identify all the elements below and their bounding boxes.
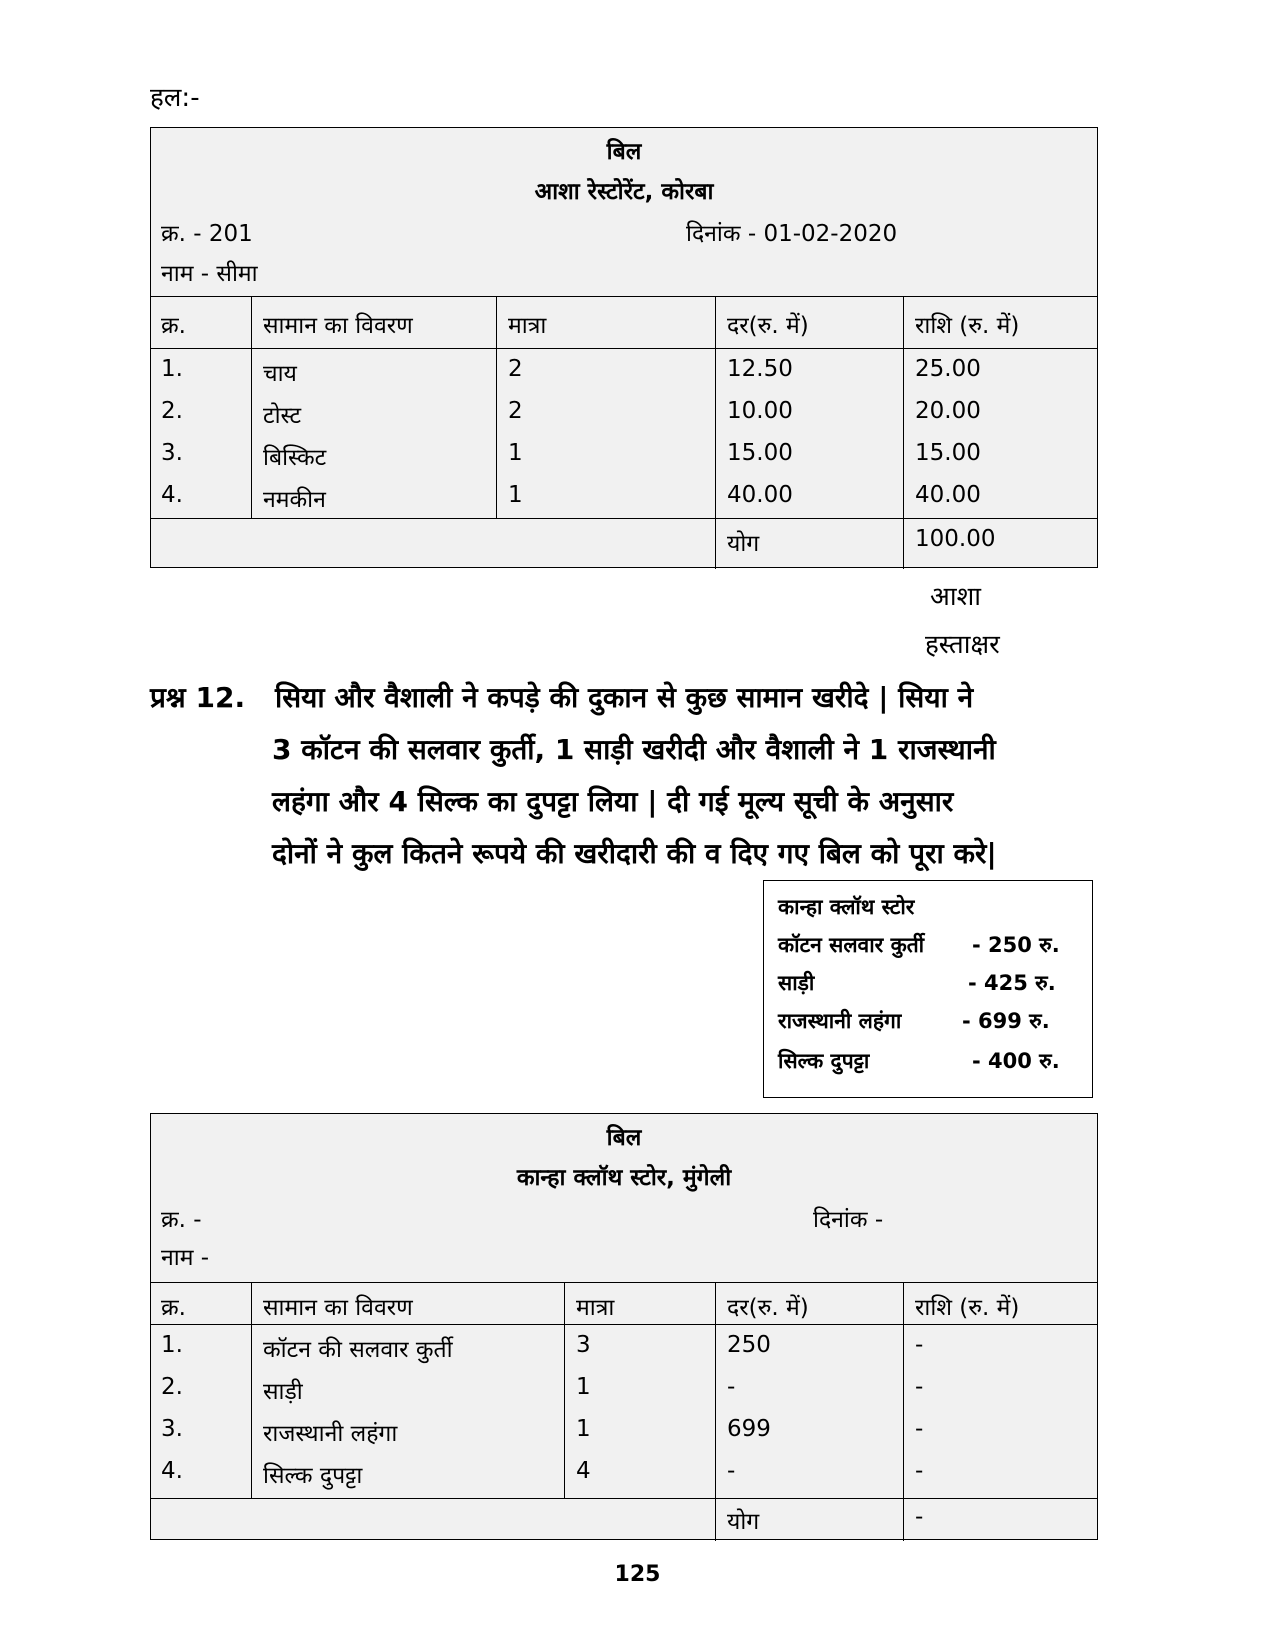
bill-serial: क्र. - 201 bbox=[161, 221, 253, 247]
total-label: योग bbox=[727, 1509, 760, 1535]
table-cell: 12.50 bbox=[727, 356, 793, 382]
table-cell: चाय bbox=[263, 361, 297, 387]
table-cell: 4. bbox=[161, 1458, 183, 1484]
table-cell: 3 bbox=[576, 1332, 591, 1358]
price-item-name: साड़ी bbox=[778, 971, 815, 995]
table-cell: 1 bbox=[576, 1416, 591, 1442]
col-divider bbox=[715, 296, 716, 569]
column-header: सामान का विवरण bbox=[263, 313, 413, 339]
table-cell: 2. bbox=[161, 1374, 183, 1400]
table-cell: 1. bbox=[161, 356, 183, 382]
question-text-line: दोनों ने कुल कितने रूपये की खरीदारी की व दिए गए बिल को पूरा करे| bbox=[272, 837, 997, 870]
col-divider bbox=[496, 296, 497, 518]
table-cell: 25.00 bbox=[915, 356, 981, 382]
col-divider bbox=[564, 1282, 565, 1498]
table-top-border bbox=[151, 296, 1097, 297]
customer-name: नाम - सीमा bbox=[161, 261, 258, 287]
price-item-name: सिल्क दुपट्टा bbox=[778, 1049, 870, 1073]
bill-restaurant bbox=[150, 127, 1098, 568]
page-number: 125 bbox=[614, 1562, 661, 1587]
price-item-price: - 699 रु. bbox=[962, 1009, 1050, 1033]
table-cell: 4 bbox=[576, 1458, 591, 1484]
signature-name: आशा bbox=[930, 582, 981, 612]
table-cell: बिस्किट bbox=[263, 445, 327, 471]
table-cell: 250 bbox=[727, 1332, 771, 1358]
table-cell: कॉटन की सलवार कुर्ती bbox=[263, 1337, 453, 1363]
question-text-line: 3 कॉटन की सलवार कुर्ती, 1 साड़ी खरीदी और वैशाली ने 1 राजस्थानी bbox=[272, 733, 996, 766]
table-cell: - bbox=[915, 1416, 924, 1442]
col-divider bbox=[251, 1282, 252, 1498]
price-item-name: कॉटन सलवार कुर्ती bbox=[778, 933, 925, 957]
total-label: योग bbox=[727, 531, 760, 557]
question-text-line: लहंगा और 4 सिल्क का दुपट्टा लिया | दी गई मूल्य सूची के अनुसार bbox=[272, 785, 954, 818]
table-cell: 2. bbox=[161, 398, 183, 424]
column-header: दर(रु. में) bbox=[727, 1295, 809, 1321]
column-header: क्र. bbox=[161, 313, 186, 339]
price-item-price: - 250 रु. bbox=[972, 933, 1060, 957]
bill-title: बिल bbox=[606, 139, 642, 165]
header-bottom-border bbox=[151, 1324, 1097, 1325]
store-name: कान्हा क्लॉथ स्टोर, मुंगेली bbox=[516, 1165, 732, 1191]
table-cell: 699 bbox=[727, 1416, 771, 1442]
price-item-price: - 425 रु. bbox=[968, 971, 1056, 995]
table-cell: - bbox=[727, 1374, 736, 1400]
bill-date: दिनांक - bbox=[813, 1207, 884, 1233]
table-cell: 2 bbox=[508, 356, 523, 382]
table-cell: नमकीन bbox=[263, 487, 326, 513]
signature-label: हस्ताक्षर bbox=[925, 630, 1000, 660]
col-divider bbox=[903, 1282, 904, 1541]
price-item-price: - 400 रु. bbox=[972, 1049, 1060, 1073]
price-item-name: राजस्थानी लहंगा bbox=[778, 1009, 902, 1033]
table-cell: सिल्क दुपट्टा bbox=[263, 1463, 363, 1489]
column-header: मात्रा bbox=[508, 313, 547, 339]
table-cell: 3. bbox=[161, 1416, 183, 1442]
col-divider bbox=[903, 296, 904, 569]
question-number: प्रश्न 12. bbox=[150, 681, 246, 714]
question-text-line: सिया और वैशाली ने कपड़े की दुकान से कुछ सामान खरीदे | सिया ने bbox=[275, 681, 974, 714]
price-list bbox=[763, 880, 1093, 1098]
customer-name: नाम - bbox=[161, 1245, 210, 1271]
table-cell: 1 bbox=[576, 1374, 591, 1400]
total-row-border bbox=[151, 518, 1097, 519]
table-cell: 3. bbox=[161, 440, 183, 466]
table-cell: टोस्ट bbox=[263, 403, 302, 429]
table-cell: 15.00 bbox=[915, 440, 981, 466]
bill-date: दिनांक - 01-02-2020 bbox=[686, 221, 898, 247]
table-cell: - bbox=[915, 1332, 924, 1358]
column-header: राशि (रु. में) bbox=[915, 313, 1020, 339]
bill-cloth-store bbox=[150, 1113, 1098, 1540]
header-bottom-border bbox=[151, 348, 1097, 349]
table-cell: - bbox=[915, 1458, 924, 1484]
total-value: - bbox=[915, 1504, 924, 1530]
table-top-border bbox=[151, 1282, 1097, 1283]
table-cell: 1 bbox=[508, 482, 523, 508]
table-cell: 2 bbox=[508, 398, 523, 424]
col-divider bbox=[251, 296, 252, 518]
table-cell: राजस्थानी लहंगा bbox=[263, 1421, 398, 1447]
store-name: आशा रेस्टोरेंट, कोरबा bbox=[534, 179, 714, 205]
table-cell: 20.00 bbox=[915, 398, 981, 424]
column-header: मात्रा bbox=[576, 1295, 615, 1321]
table-cell: - bbox=[915, 1374, 924, 1400]
bill-title: बिल bbox=[606, 1125, 642, 1151]
table-cell: 40.00 bbox=[915, 482, 981, 508]
bill-serial: क्र. - bbox=[161, 1207, 202, 1233]
table-cell: 1. bbox=[161, 1332, 183, 1358]
table-cell: 15.00 bbox=[727, 440, 793, 466]
column-header: क्र. bbox=[161, 1295, 186, 1321]
total-value: 100.00 bbox=[915, 526, 996, 552]
table-cell: - bbox=[727, 1458, 736, 1484]
col-divider bbox=[715, 1282, 716, 1541]
solution-label: हल:- bbox=[150, 83, 200, 113]
table-cell: 40.00 bbox=[727, 482, 793, 508]
table-cell: 1 bbox=[508, 440, 523, 466]
table-cell: 10.00 bbox=[727, 398, 793, 424]
price-list-title: कान्हा क्लॉथ स्टोर bbox=[778, 895, 915, 919]
table-cell: साड़ी bbox=[263, 1379, 303, 1405]
column-header: दर(रु. में) bbox=[727, 313, 809, 339]
column-header: सामान का विवरण bbox=[263, 1295, 413, 1321]
table-cell: 4. bbox=[161, 482, 183, 508]
total-row-border bbox=[151, 1498, 1097, 1499]
column-header: राशि (रु. में) bbox=[915, 1295, 1020, 1321]
